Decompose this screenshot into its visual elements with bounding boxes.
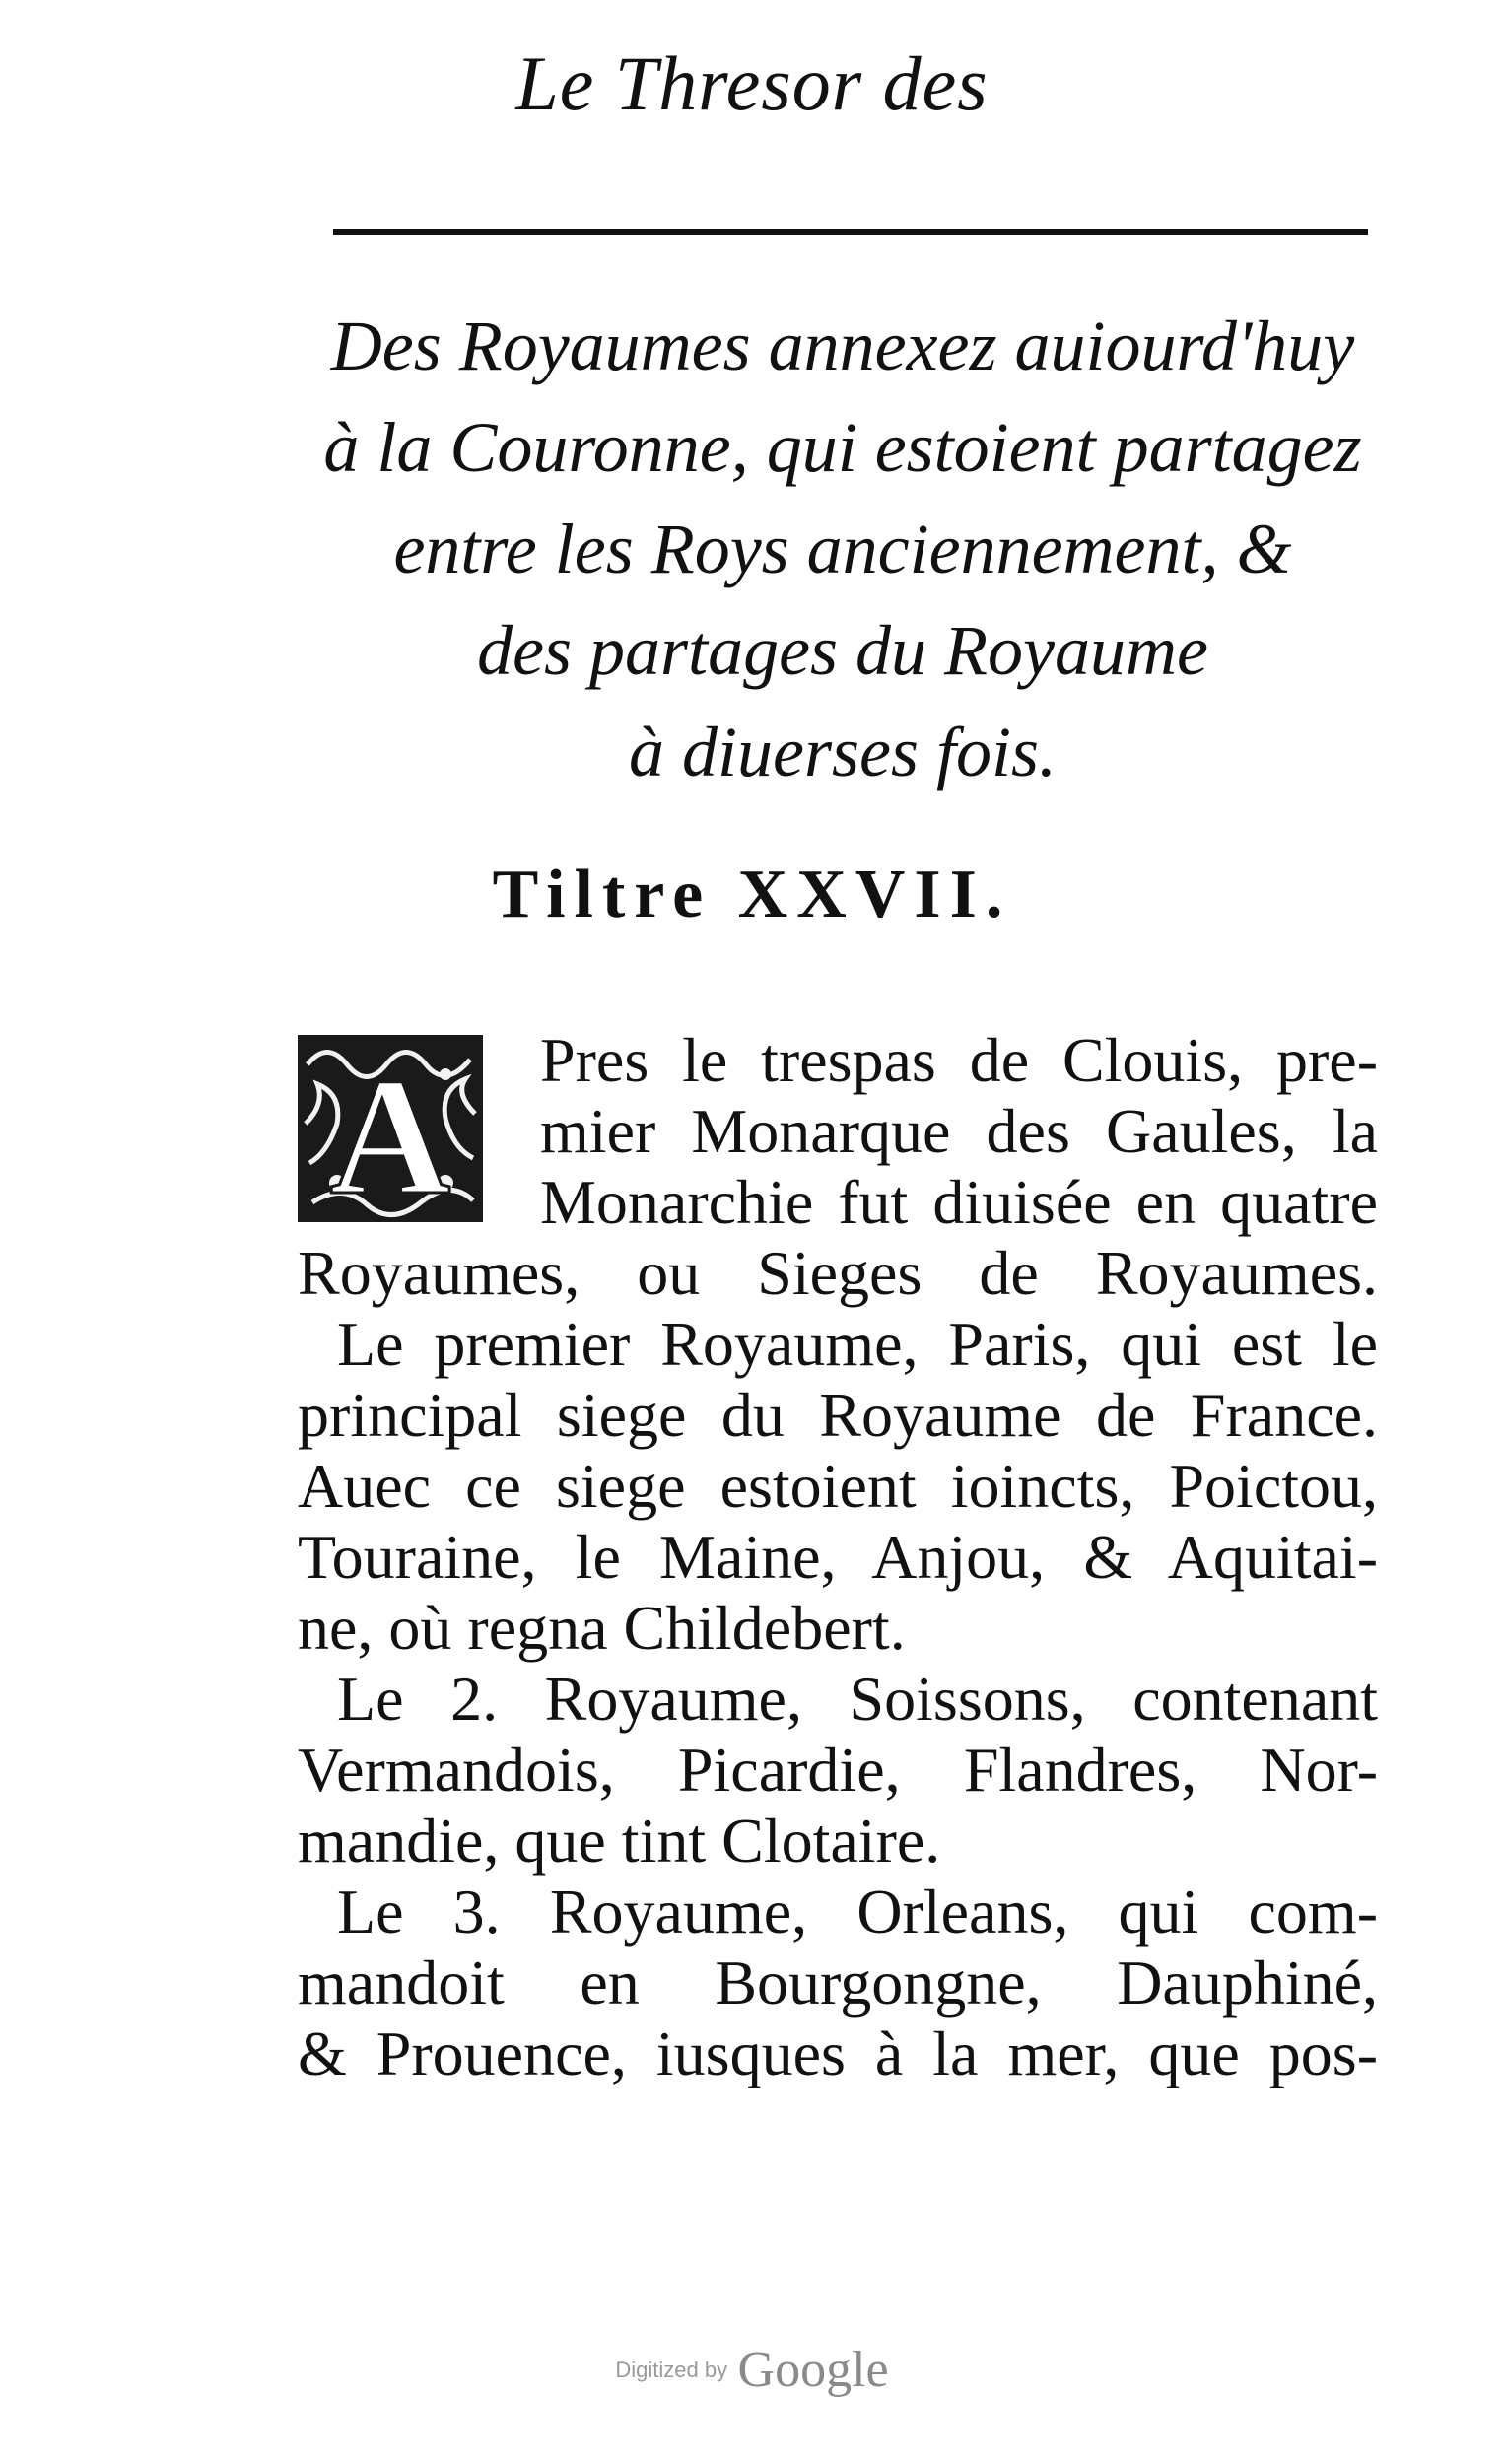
- running-head: Le Thresor des: [515, 40, 989, 126]
- body-line: Touraine, le Maine, Anjou, & Aquitai-: [298, 1522, 1378, 1592]
- title-label: Tiltre XXVII.: [492, 856, 1012, 932]
- header-rule: [333, 229, 1368, 235]
- body-line: Le 2. Royaume, Soissons, contenant: [337, 1664, 1378, 1734]
- body-line: Monarchie fut diuisée en quatre: [540, 1167, 1378, 1237]
- chapter-heading-line: à diuerses fois.: [628, 713, 1057, 791]
- drop-cap-letter: A: [329, 1044, 451, 1222]
- body-line: Pres le trespas de Clouis, pre-: [540, 1025, 1378, 1095]
- body-line: mandie, que tint Clotaire.: [298, 1806, 941, 1876]
- body-text: [298, 1025, 1378, 2089]
- chapter-heading-line: à la Couronne, qui estoient partagez: [323, 408, 1362, 487]
- chapter-heading-line: des partages du Royaume: [477, 611, 1208, 690]
- digitized-by-label: Digitized by: [615, 2357, 728, 2382]
- body-line: Auec ce siege estoient ioincts, Poictou,: [298, 1451, 1378, 1521]
- body-line: Le premier Royaume, Paris, qui est le: [337, 1309, 1378, 1379]
- chapter-heading: [276, 296, 1409, 803]
- digitized-watermark: [0, 2341, 1504, 2399]
- body-line: mandoit en Bourgongne, Dauphiné,: [298, 1948, 1378, 2018]
- body-line: Royaumes, ou Sieges de Royaumes.: [298, 1238, 1378, 1308]
- body-line: & Prouence, iusques à la mer, que pos-: [298, 2019, 1378, 2088]
- body-line: principal siege du Royaume de France.: [298, 1380, 1378, 1450]
- body-line: mier Monarque des Gaules, la: [540, 1096, 1378, 1166]
- body-line: Vermandois, Picardie, Flandres, Nor-: [298, 1735, 1378, 1805]
- body-line: Le 3. Royaume, Orleans, qui com-: [337, 1877, 1378, 1947]
- body-line: ne, où regna Childebert.: [298, 1593, 906, 1663]
- google-logo-text: Google: [737, 2342, 889, 2398]
- chapter-heading-line: entre les Roys anciennement, &: [393, 510, 1292, 588]
- chapter-heading-line: Des Royaumes annexez auiourd'huy: [330, 307, 1355, 385]
